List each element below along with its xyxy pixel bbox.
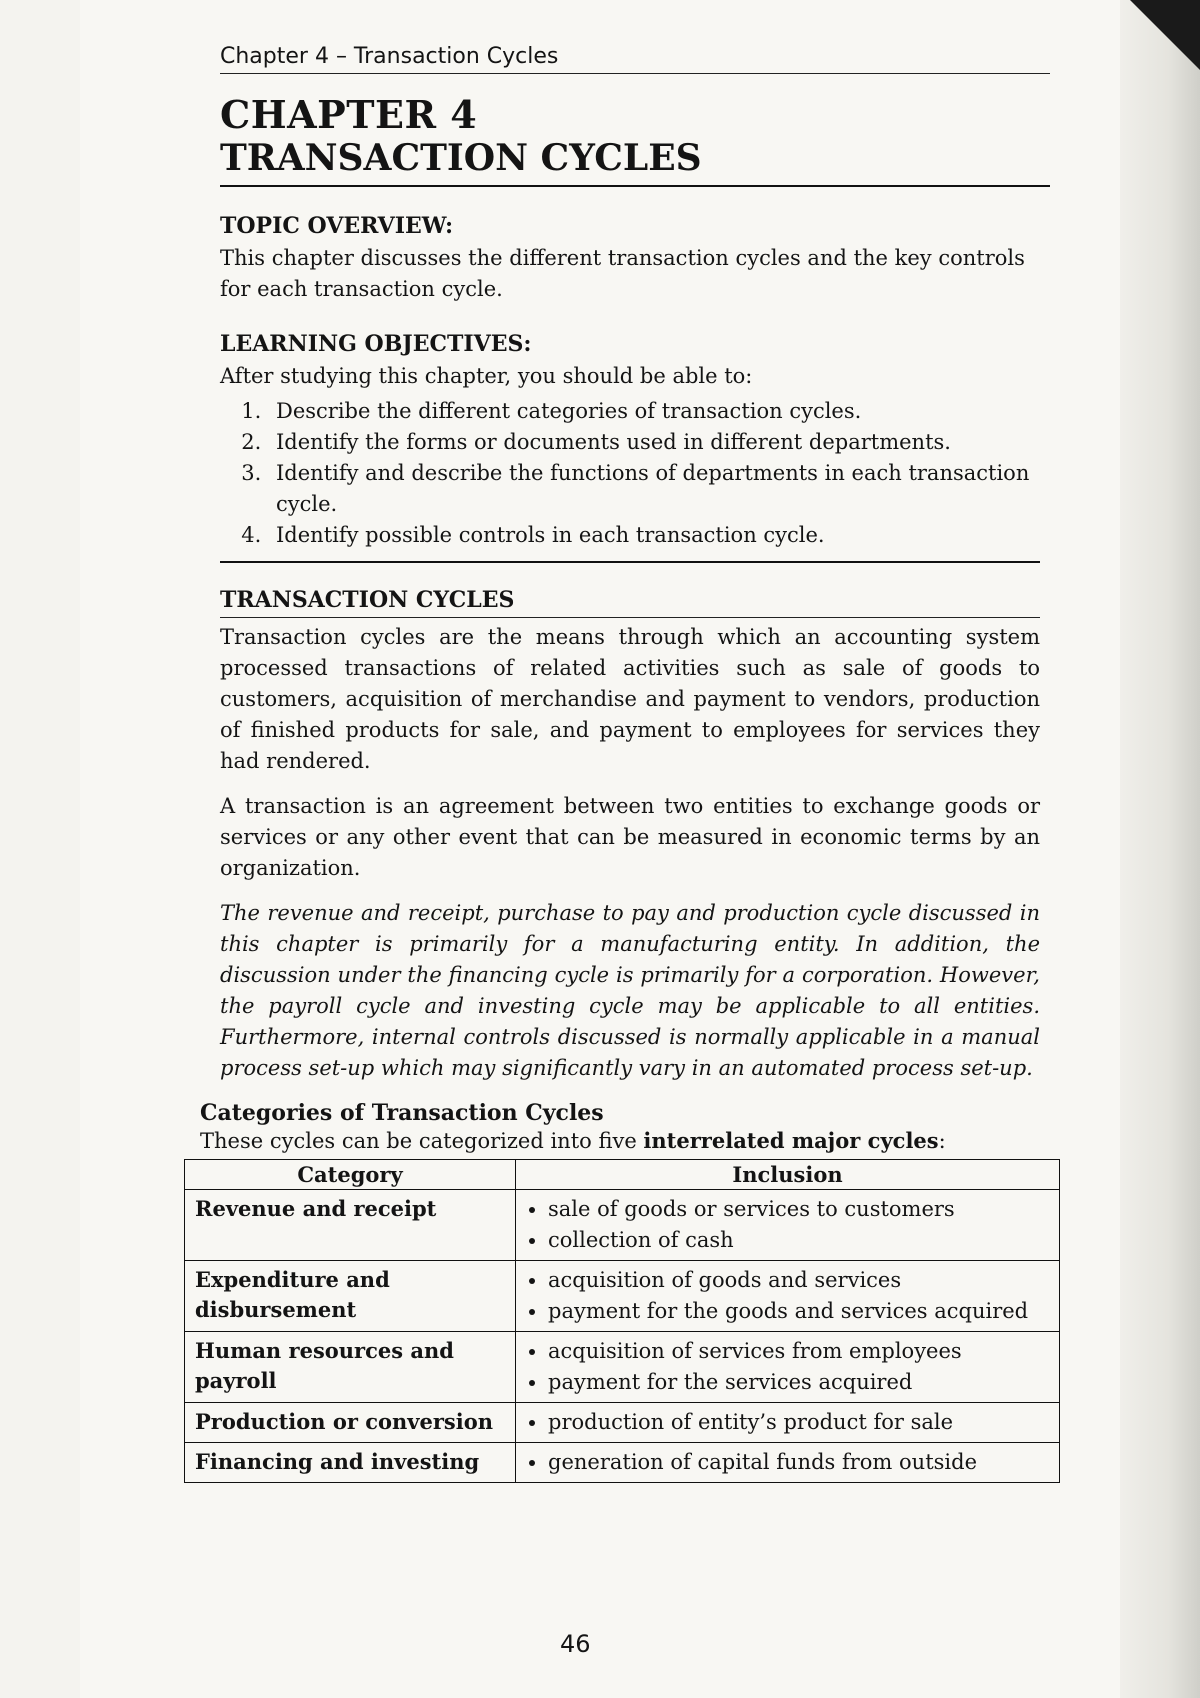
inclusion-item: • production of entity’s product for sale [548,1407,1049,1438]
inclusion-item: • payment for the services acquired [548,1367,1049,1398]
categories-intro: These cycles can be categorized into five interrelated major cycles: [200,1128,946,1153]
inclusion-cell [516,1190,1060,1261]
inclusion-cell [516,1403,1060,1443]
inclusion-item: • generation of capital funds from outside [548,1447,1049,1478]
chapter-number: CHAPTER 4 [220,92,478,137]
inclusion-cell [516,1443,1060,1483]
column-header-category: Category [185,1160,516,1190]
transaction-cycles-heading: TRANSACTION CYCLES [220,587,1040,618]
table-row [185,1403,1060,1443]
transaction-cycles-para-1: Transaction cycles are the means through which an accounting system processed transactions of related activities such as sale of goods to customers, acquisition of merchandise and payment to vendors, production of finished products for sale, and payment to employees for services they had rendered. [220,625,1040,773]
objective-item: 2. Identify the forms or documents used in different departments. [268,427,1040,458]
inclusion-cell [516,1261,1060,1332]
binding-corner [1130,0,1200,70]
category-cell: Human resources and payroll [185,1332,516,1403]
learning-objectives-heading: LEARNING OBJECTIVES: [220,331,532,357]
objective-item: 3. Identify and describe the functions of departments in each transaction cycle. [268,458,1040,520]
inclusion-item: • acquisition of services from employees [548,1336,1049,1367]
topic-overview-text: This chapter discusses the different transaction cycles and the key controls for each transaction cycle. [220,246,1025,301]
category-cell: Financing and investing [185,1443,516,1483]
chapter-title: TRANSACTION CYCLES [220,137,1050,187]
category-cell: Production or conversion [185,1403,516,1443]
table-row [185,1190,1060,1261]
learning-objectives-list [220,396,1040,563]
table-row [185,1261,1060,1332]
objective-item: 1. Describe the different categories of transaction cycles. [268,396,1040,427]
learning-objectives-intro: After studying this chapter, you should be able to: [220,364,753,388]
table-row [185,1332,1060,1403]
categories-table [184,1159,1060,1483]
inclusion-item: • sale of goods or services to customers [548,1194,1049,1225]
inclusion-cell [516,1332,1060,1403]
inclusion-item: • acquisition of goods and services [548,1265,1049,1296]
running-head: Chapter 4 – Transaction Cycles [220,44,1050,74]
table-row [185,1443,1060,1483]
page-content [195,44,1090,1483]
category-cell: Revenue and receipt [185,1190,516,1261]
objective-item: 4. Identify possible controls in each transaction cycle. [268,520,1040,551]
topic-overview-heading: TOPIC OVERVIEW: [220,213,454,239]
categories-heading: Categories of Transaction Cycles [200,1100,604,1126]
inclusion-item: • payment for the goods and services acquired [548,1296,1049,1327]
inclusion-item: • collection of cash [548,1225,1049,1256]
page-number: 46 [560,1630,591,1658]
page-edge-shadow [1120,0,1200,1698]
transaction-cycles-para-2: A transaction is an agreement between two entities to exchange goods or services or any other event that can be measured in economic terms by an organization. [220,794,1040,880]
transaction-cycles-para-3: The revenue and receipt, purchase to pay and production cycle discussed in this chapter is primarily for a manufacturing entity. In addition, the discussion under the financing cycle is primarily for a corporation. However, the payroll cycle and investing cycle may be applicable to all entities. Furthermore, internal controls discussed is normally applicable in a manual process set-up which may significantly vary in an automated process set-up. [220,901,1040,1080]
table-header-row [185,1160,1060,1190]
column-header-inclusion: Inclusion [516,1160,1060,1190]
category-cell: Expenditure and disbursement [185,1261,516,1332]
